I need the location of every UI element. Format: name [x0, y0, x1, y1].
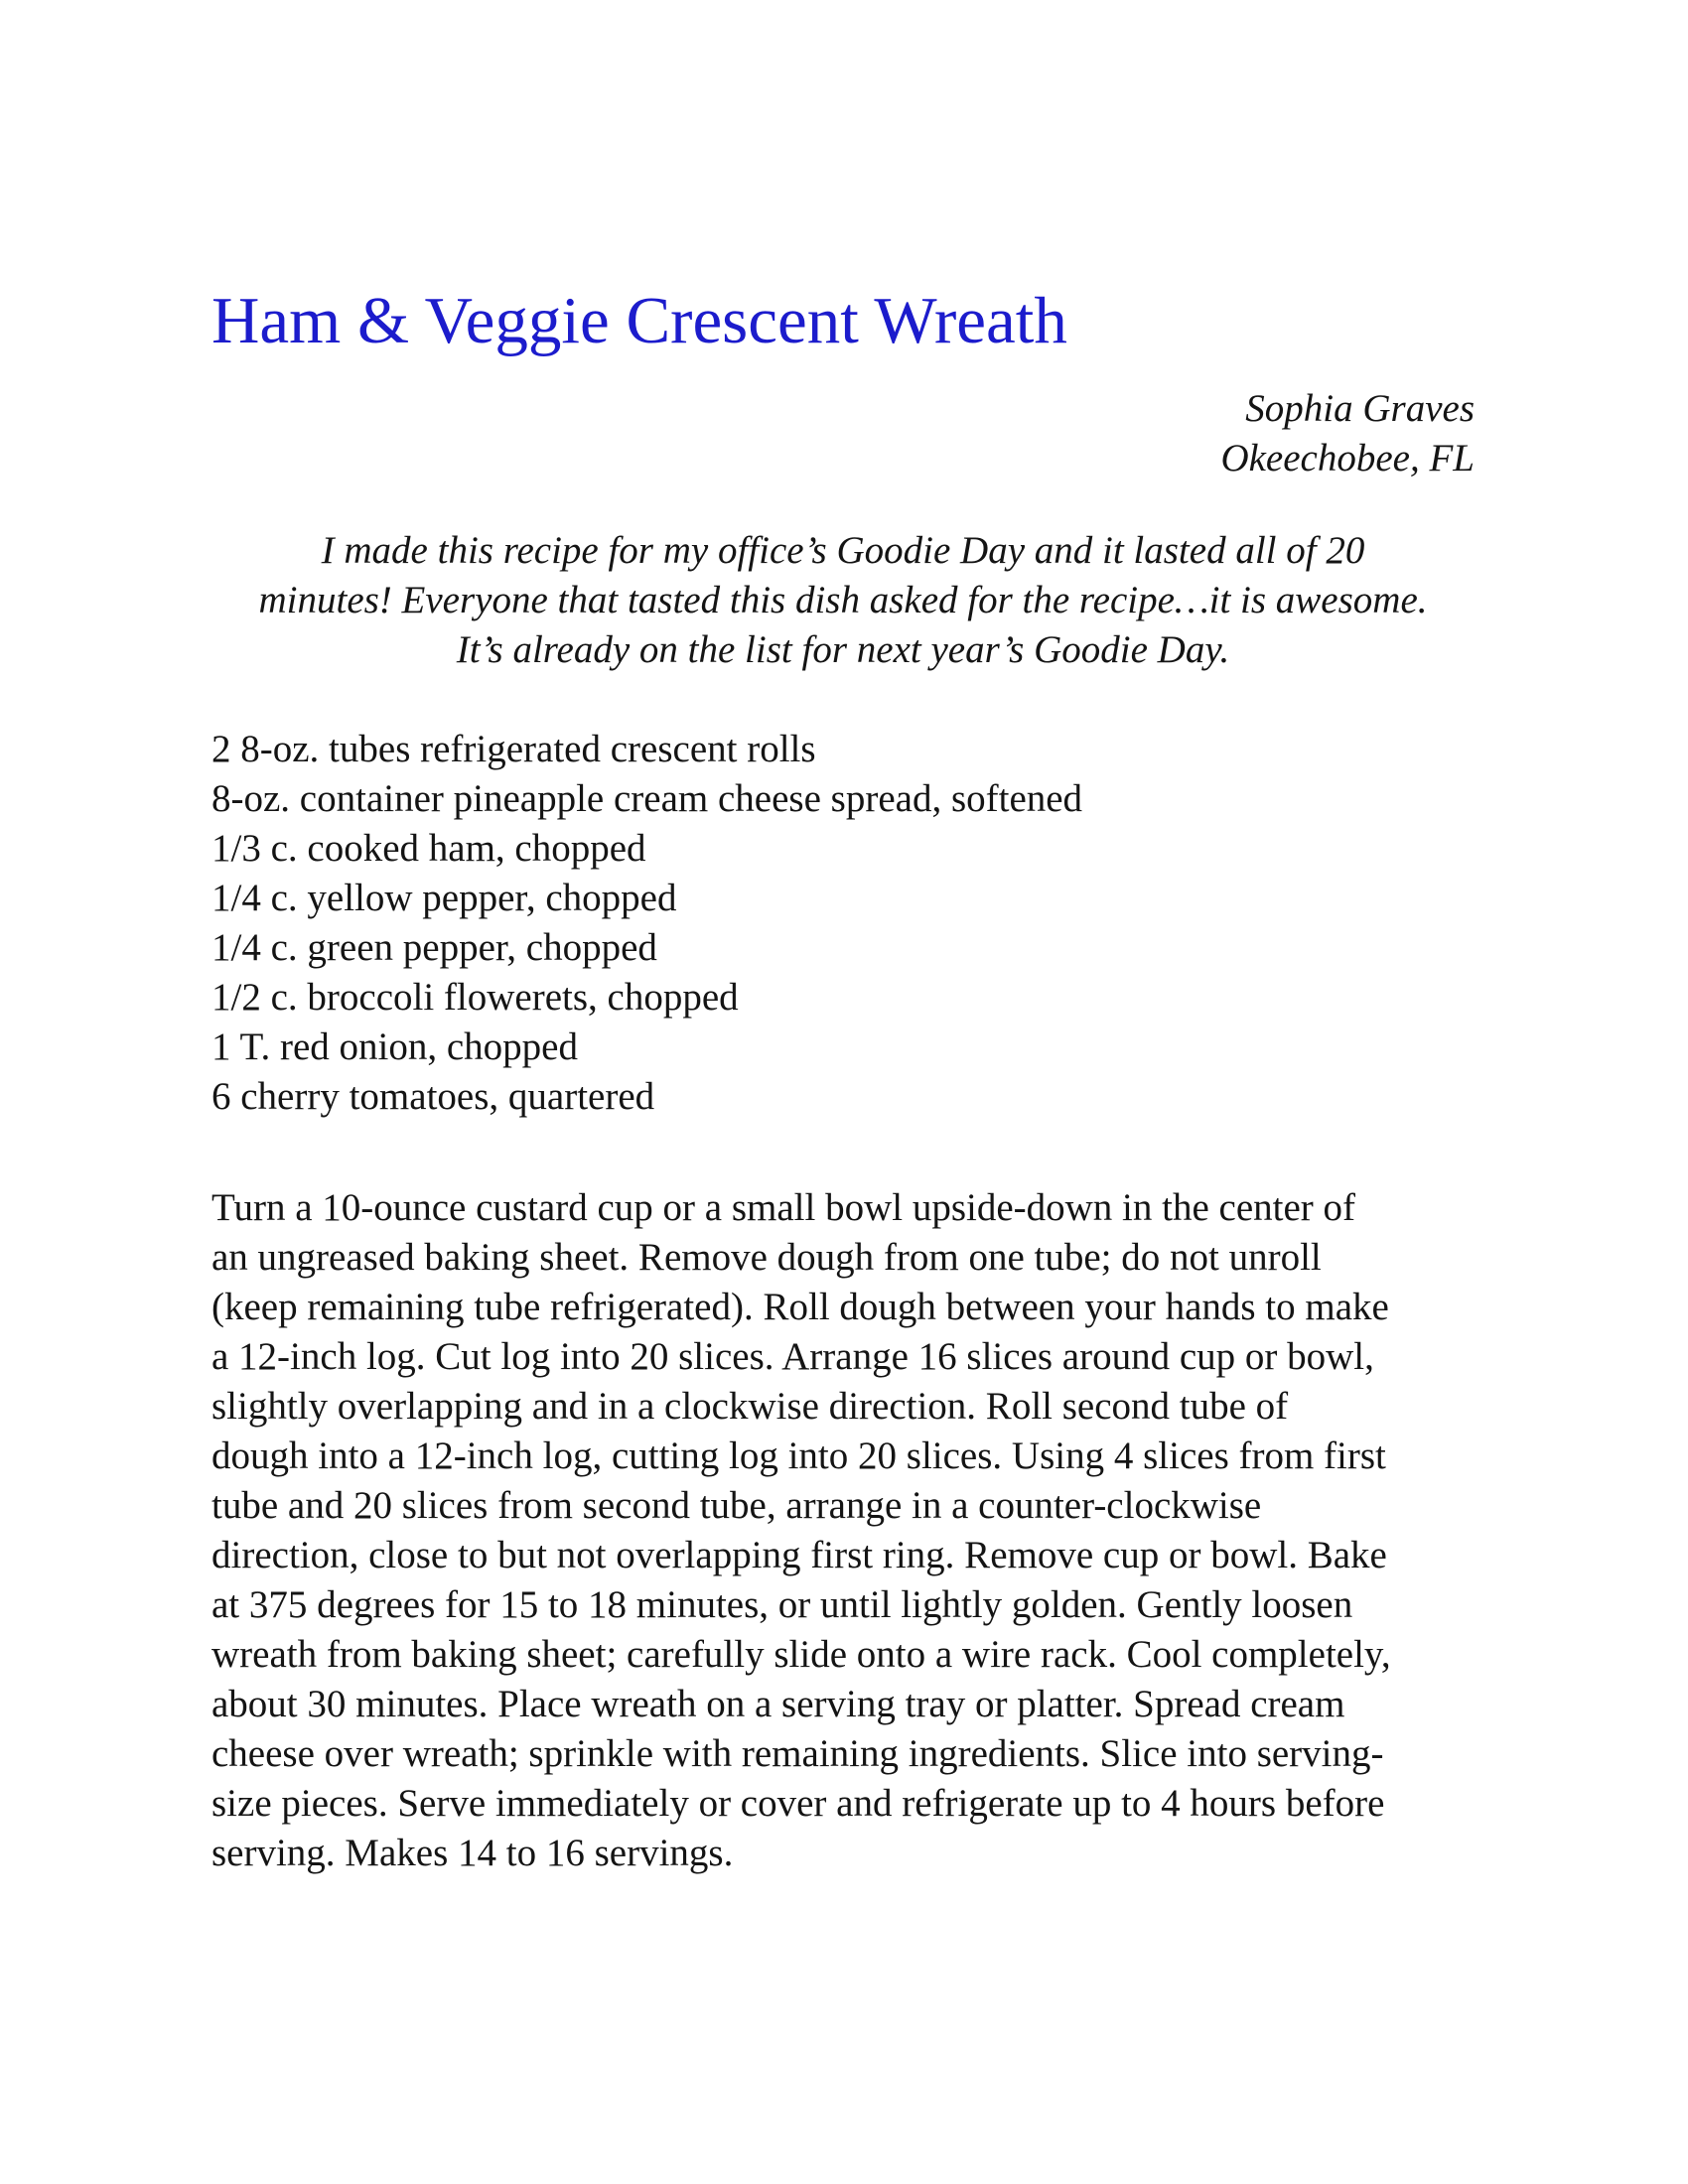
ingredient-item: 8-oz. container pineapple cream cheese spread, softened: [211, 777, 1083, 820]
direction-line: an ungreased baking sheet. Remove dough from one tube; do not unroll: [211, 1236, 1322, 1279]
direction-line: serving. Makes 14 to 16 servings.: [211, 1832, 734, 1874]
ingredient-item: 1 T. red onion, chopped: [211, 1025, 578, 1068]
direction-line: size pieces. Serve immediately or cover and refrigerate up to 4 hours before: [211, 1782, 1385, 1825]
direction-line: a 12-inch log. Cut log into 20 slices. Arrange 16 slices around cup or bowl,: [211, 1335, 1374, 1378]
ingredient-item: 6 cherry tomatoes, quartered: [211, 1075, 655, 1118]
direction-line: (keep remaining tube refrigerated). Roll dough between your hands to make: [211, 1286, 1389, 1328]
direction-line: Turn a 10-ounce custard cup or a small bowl upside-down in the center of: [211, 1186, 1356, 1229]
direction-line: direction, close to but not overlapping first ring. Remove cup or bowl. Bake: [211, 1534, 1387, 1576]
direction-line: about 30 minutes. Place wreath on a serving tray or platter. Spread cream: [211, 1683, 1345, 1725]
ingredient-list: [211, 725, 1082, 1122]
recipe-page: [211, 0, 1475, 2184]
direction-line: slightly overlapping and in a clockwise direction. Roll second tube of: [211, 1385, 1289, 1428]
author-location: Okeechobee, FL: [1220, 437, 1475, 479]
direction-line: cheese over wreath; sprinkle with remaining ingredients. Slice into serving-: [211, 1732, 1384, 1775]
ingredient-item: 1/4 c. yellow pepper, chopped: [211, 877, 677, 919]
recipe-intro: [211, 526, 1475, 675]
intro-line: I made this recipe for my office’s Goodie Day and it lasted all of 20: [321, 529, 1365, 572]
author-name: Sophia Graves: [1245, 387, 1475, 430]
ingredient-item: 1/4 c. green pepper, chopped: [211, 926, 657, 969]
ingredient-item: 1/3 c. cooked ham, chopped: [211, 827, 646, 870]
intro-line: minutes! Everyone that tasted this dish asked for the recipe…it is awesome.: [258, 579, 1428, 621]
recipe-directions: [211, 1183, 1475, 1878]
ingredient-item: 2 8-oz. tubes refrigerated crescent rolls: [211, 728, 816, 770]
direction-line: dough into a 12-inch log, cutting log into 20 slices. Using 4 slices from first: [211, 1434, 1386, 1477]
direction-line: wreath from baking sheet; carefully slide onto a wire rack. Cool completely,: [211, 1633, 1391, 1676]
recipe-title: Ham & Veggie Crescent Wreath: [211, 284, 1067, 357]
intro-line: It’s already on the list for next year’s Goodie Day.: [456, 628, 1230, 671]
byline: [1220, 384, 1475, 483]
ingredient-item: 1/2 c. broccoli flowerets, chopped: [211, 976, 739, 1019]
direction-line: at 375 degrees for 15 to 18 minutes, or until lightly golden. Gently loosen: [211, 1583, 1353, 1626]
direction-line: tube and 20 slices from second tube, arrange in a counter-clockwise: [211, 1484, 1262, 1527]
